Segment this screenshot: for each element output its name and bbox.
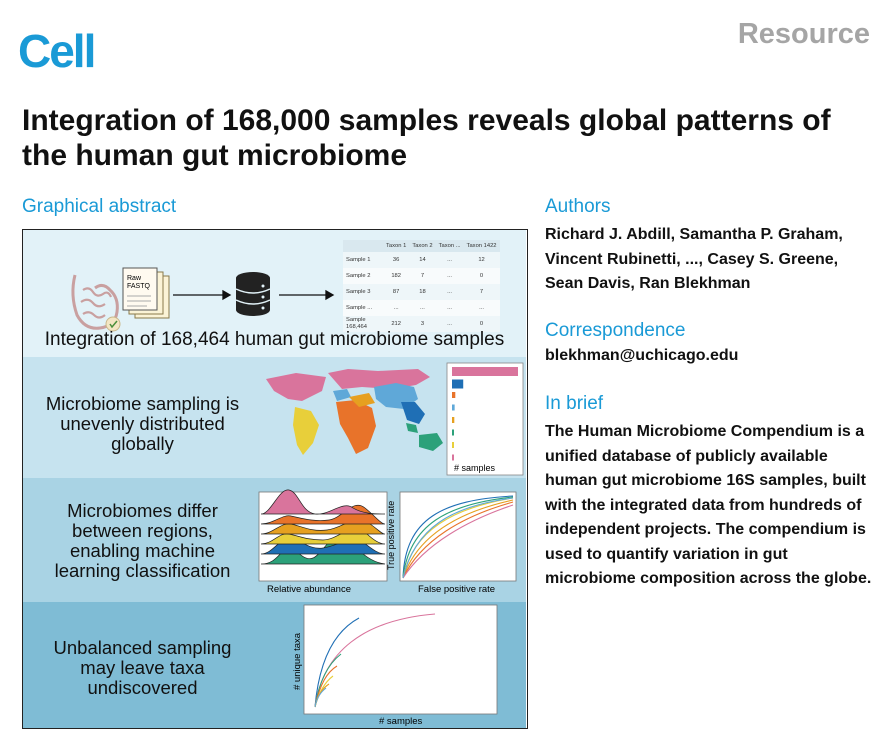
correspondence-email[interactable]: blekhman@uchicago.edu [545, 347, 739, 364]
sample-bar [452, 417, 454, 423]
sample-bar [452, 455, 454, 461]
sample-bar [452, 392, 455, 398]
world-map-illustration [23, 357, 526, 478]
roc-ylabel: True positive rate [386, 500, 396, 570]
table-row: Sample 3 87 18 ... 7 [343, 284, 500, 300]
sample-taxon-table [343, 240, 500, 332]
rarefaction-illustration [23, 602, 526, 729]
database-icon [236, 272, 270, 316]
table-row: Sample 1 36 14 ... 12 [343, 252, 500, 268]
ridge-xlabel: Relative abundance [267, 584, 351, 595]
panel-classification [23, 478, 526, 602]
authors-list: Richard J. Abdill, Samantha P. Graham, Vincent Rubinetti, ..., Casey S. Greene, Sean Davis, Ran Blekhman [545, 226, 843, 292]
gut-icon [73, 275, 120, 331]
file-label-fastq: FASTQ [127, 283, 150, 290]
rarefaction-plot-frame [304, 605, 497, 714]
file-label-raw: Raw [127, 275, 142, 282]
table-row: Sample ... ... ... ... ... [343, 300, 500, 316]
table-header-row: Taxon 1 Taxon 2 Taxon ... Taxon 1422 [343, 240, 500, 252]
article-type: Resource [737, 18, 870, 50]
panel-integration [23, 230, 526, 357]
table-row: Sample 2 182 7 ... 0 [343, 268, 500, 284]
panel4-text: Unbalanced sampling may leave taxa undiscovered [53, 637, 232, 698]
sample-bar [452, 442, 454, 448]
graphical-abstract-heading: Graphical abstract [22, 196, 177, 217]
authors-heading: Authors [545, 196, 611, 217]
rarefaction-ylabel: # unique taxa [292, 632, 303, 690]
sample-bar [452, 405, 455, 411]
panel3-text: Microbiomes differ between regions, enabling machine learning classification [54, 500, 231, 581]
classification-illustration [23, 478, 526, 602]
sample-bar [452, 430, 454, 436]
in-brief-heading: In brief [545, 393, 604, 414]
journal-logo: Cell [18, 25, 95, 77]
graphical-abstract [22, 229, 528, 729]
panel-discovery [23, 602, 526, 729]
bar-axis-label: # samples [454, 463, 496, 473]
sample-bar [452, 380, 463, 389]
table-row: Sample 168,464 212 3 ... 0 [343, 316, 500, 332]
sample-bar [452, 367, 518, 376]
panel2-text: Microbiome sampling is unevenly distributed globally [45, 393, 240, 454]
in-brief-text: The Human Microbiome Compendium is a unified database of publicly available human gut microbiome 16S samples, built with the integrated data from hundreds of independent projects. The compendium is used to quantify variation in gut microbiome composition across the globe. [545, 423, 872, 587]
correspondence-heading: Correspondence [545, 320, 686, 341]
panel1-caption: Integration of 168,464 human gut microbiome samples [44, 329, 505, 350]
roc-xlabel: False positive rate [418, 584, 496, 595]
rarefaction-xlabel: # samples [379, 716, 423, 727]
article-title: Integration of 168,000 samples reveals global patterns of the human gut microbiome [22, 104, 831, 172]
world-map-icon [266, 369, 443, 455]
roc-plot-frame [400, 492, 516, 581]
panel-sampling [23, 357, 526, 478]
